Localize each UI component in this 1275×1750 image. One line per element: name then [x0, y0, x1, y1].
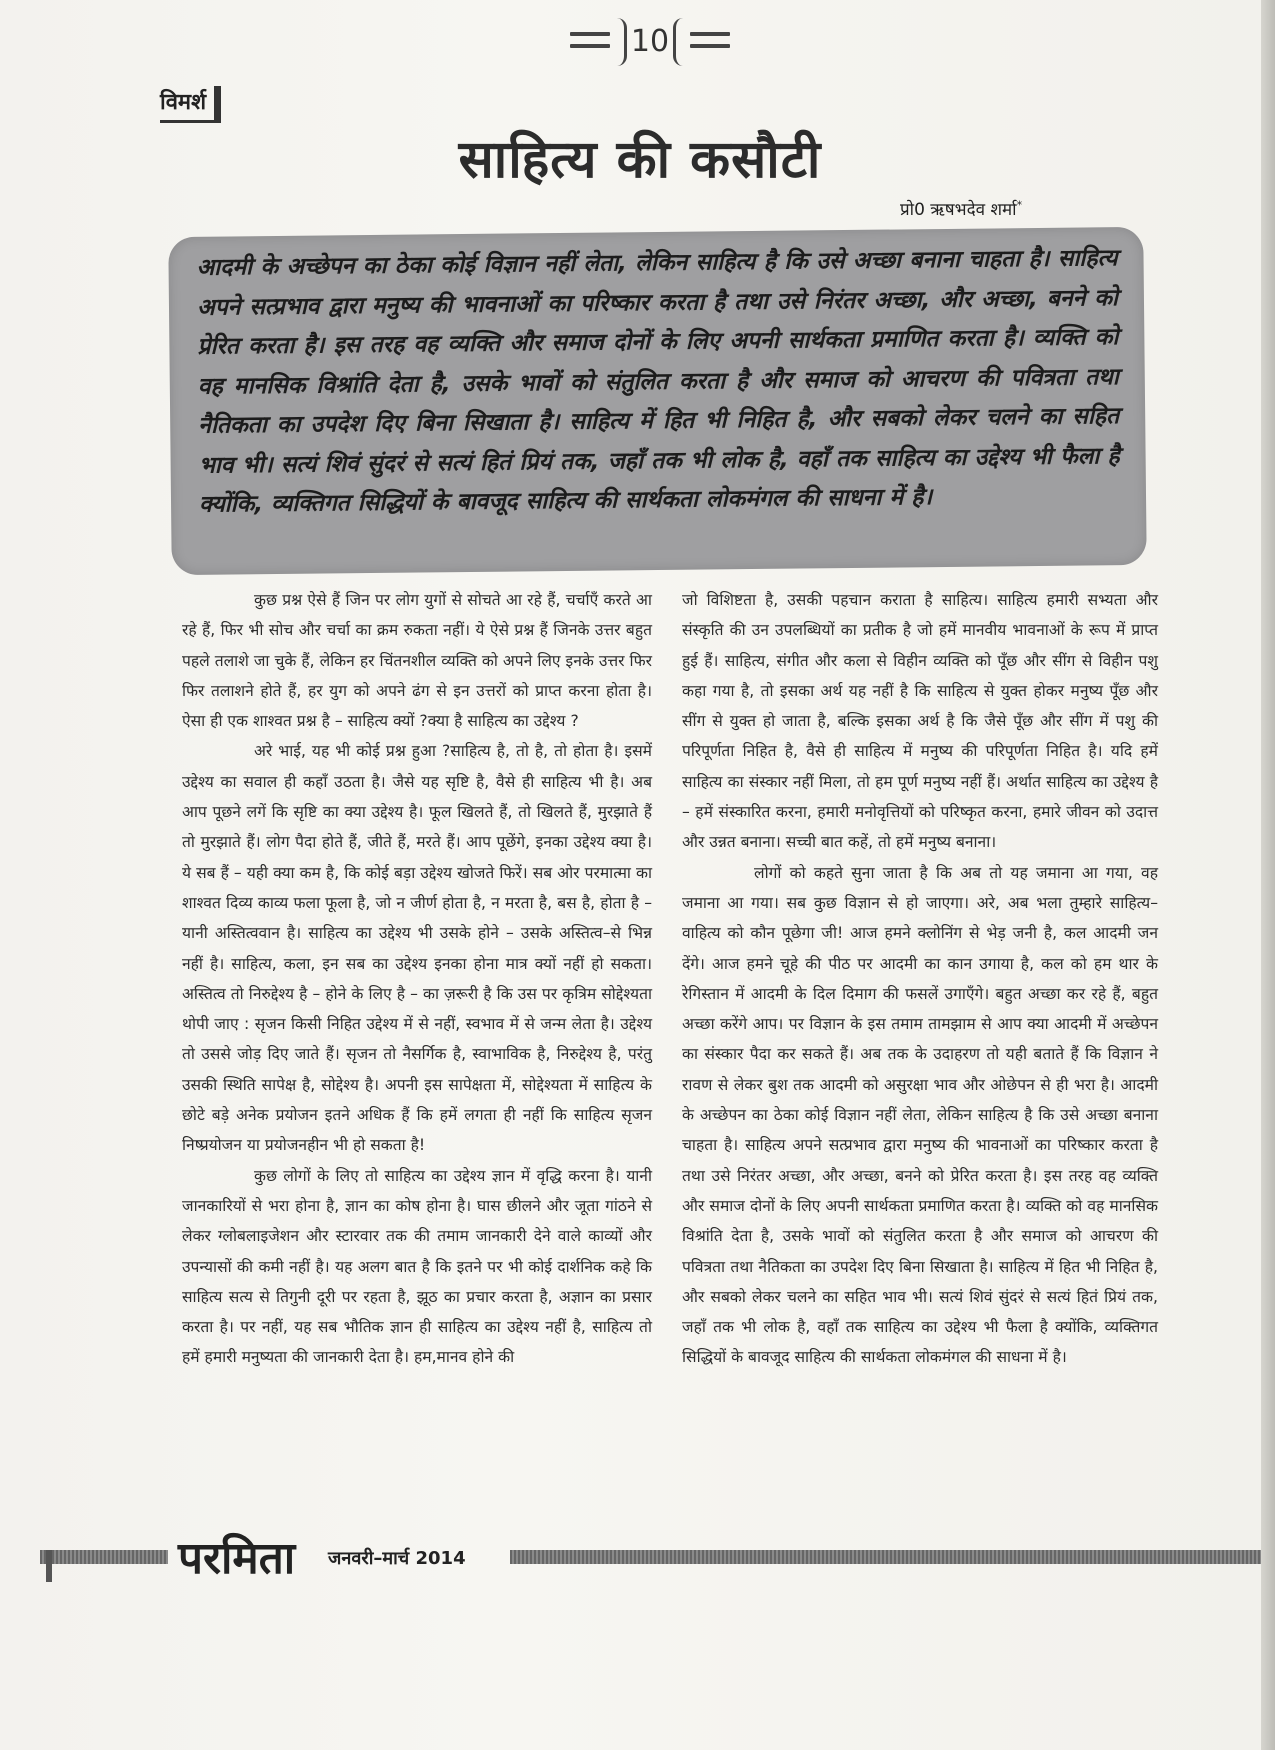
- right-column: [682, 585, 1158, 1373]
- page-number: 10: [630, 24, 670, 59]
- page-footer: [0, 1520, 1262, 1590]
- author-footnote-mark: *: [1016, 198, 1023, 212]
- magazine-logo: परमिता: [178, 1533, 296, 1584]
- footer-rule-right: [510, 1550, 1262, 1564]
- paragraph: अरे भाई, यह भी कोई प्रश्न हुआ ?साहित्य है, तो है, तो होता है। इसमें उद्देश्य का सवाल ही कहाँ उठता है। जैसे यह सृष्टि है, वैसे ही साहित्य भी है। अब आप पूछने लगें कि सृष्टि का क्या उद्देश्य है। फूल खिलते हैं, तो खिलते हैं, मुरझाते हैं तो मुरझाते हैं। लोग पैदा होते हैं, जीते हैं, मरते हैं। आप पूछेंगे, इनका उद्देश्य क्या है। ये सब हैं – यही क्या कम है, कि कोई बड़ा उद्देश्य खोजते फिरें। सब ओर परमात्मा का शाश्वत दिव्य काव्य फला फूला है, जो न जीर्ण होता है, न मरता है, बस है, होता है – यानी अस्तित्ववान है। साहित्य का उद्देश्य भी उसके होने – उसके अस्तित्व–से भिन्न नहीं है। साहित्य, कला, इन सब का उद्देश्य इनका होना मात्र क्यों नहीं हो सकता। अस्तित्व तो निरुद्देश्य है – होने के लिए है – का ज़रूरी है कि उस पर कृत्रिम सोद्देश्यता थोपी जाए : सृजन किसी निहित उद्देश्य में से नहीं, स्वभाव में से जन्म लेता है। उद्देश्य तो उससे जोड़ दिए जाते हैं। सृजन तो नैसर्गिक है, स्वाभाविक है, निरुद्देश्य है, परंतु उसकी स्थिति सापेक्ष है, सोद्देश्य है। अपनी इस सापेक्षता में, सोद्देश्यता में साहित्य के छोटे बड़े अनेक प्रयोजन इतने अधिक हैं कि हमें लगता ही नहीं कि साहित्य सृजन निष्प्रयोजन या प्रयोजनहीन भी हो सकता है!: [182, 742, 652, 1155]
- left-column: [182, 585, 652, 1373]
- ornament-brace-right: [673, 18, 690, 66]
- ornament-bars-right: [690, 32, 730, 56]
- paragraph: कुछ प्रश्न ऐसे हैं जिन पर लोग युगों से सोचते आ रहे हैं, चर्चाएँ करते आ रहे हैं, फिर भी सोच और चर्चा का क्रम रुकता नहीं। ये ऐसे प्रश्न हैं जिनके उत्तर बहुत पहले तलाशे जा चुके हैं, लेकिन हर चिंतनशील व्यक्ति को अपने लिए इनके उत्तर फिर फिर तलाशने होते हैं, हर युग को अपने ढंग से इन उत्तरों को प्राप्त करना होता है। ऐसा ही एक शाश्वत प्रश्न है – साहित्य क्यों ?क्या है साहित्य का उद्देश्य ?: [182, 591, 652, 731]
- pull-quote-text: आदमी के अच्छेपन का ठेका कोई विज्ञान नहीं लेता, लेकिन साहित्य है कि उसे अच्छा बनाना चाहता है। साहित्य अपने सत्प्रभाव द्वारा मनुष्य की भावनाओं का परिष्कार करता है तथा उसे निरंतर अच्छा, और अच्छा, बनने को प्रेरित करता है। इस तरह वह व्यक्ति और समाज दोनों के लिए अपनी सार्थकता प्रमाणित करता है। व्यक्ति को वह मानसिक विश्रांति देता है, उसके भावों को संतुलित करता है और समाज को आचरण की पवित्रता तथा नैतिकता का उपदेश दिए बिना सिखाता है। साहित्य में हित भी निहित है, और सबको लेकर चलने का सहित भाव भी। सत्यं शिवं सुंदरं से सत्यं हितं प्रियं तक, जहाँ तक भी लोक है, वहाँ तक साहित्य का उद्देश्य भी फैला है क्योंकि, व्यक्तिगत सिद्धियों के बावजूद साहित्य की सार्थकता लोकमंगल की साधना में है।: [196, 245, 1120, 518]
- footer-tick: [46, 1550, 52, 1582]
- paragraph: कुछ लोगों के लिए तो साहित्य का उद्देश्य ज्ञान में वृद्धि करना है। यानी जानकारियों से भरा होना है, ज्ञान का कोष होना है। घास छीलने और जूता गांठने से लेकर ग्लोबलाइजेशन और स्टारवार तक की तमाम जानकारी देने वाले काव्यों और उपन्यासों की कमी नहीं है। यह अलग बात है कि इतने पर भी कोई दार्शनिक कहे कि साहित्य सत्य से तिगुनी दूरी पर रहता है, झूठ का प्रचार करता है, अज्ञान का प्रसार करता है। पर नहीं, यह सब भौतिक ज्ञान ही साहित्य का उद्देश्य नहीं है, साहित्य तो हमें हमारी मनुष्यता की जानकारी देता है। हम,मानव होने की: [182, 1166, 652, 1367]
- footer-rule-left: [40, 1550, 168, 1564]
- page-number-ornament: [570, 14, 730, 74]
- article-title: साहित्य की कसौटी: [458, 130, 822, 190]
- paragraph: जो विशिष्टता है, उसकी पहचान कराता है साहित्य। साहित्य हमारी सभ्यता और संस्कृति की उन उपलब्धियों का प्रतीक है जो हमें मानवीय भावनाओं के रूप में प्राप्त हुई हैं। साहित्य, संगीत और कला से विहीन व्यक्ति को पूँछ और सींग से विहीन पशु कहा गया है, तो इसका अर्थ यह नहीं है कि साहित्य से युक्त होकर मनुष्य पूँछ और सींग से युक्त हो जाता है, बल्कि इसका अर्थ है कि जैसे पूँछ और सींग में पशु की परिपूर्णता निहित है, वैसे ही साहित्य में मनुष्य की परिपूर्णता निहित है। यदि हमें साहित्य का संस्कार नहीं मिला, तो हम पूर्ण मनुष्य नहीं हैं। अर्थात साहित्य का उद्देश्य है – हमें संस्कारित करना, हमारी मनोवृत्तियों को परिष्कृत करना, हमारे जीवन को उदात्त और उन्नत बनाना। सच्ची बात कहें, तो हमें मनुष्य बनाना।: [682, 591, 1158, 852]
- author-line: [900, 197, 1022, 220]
- page-edge-shadow: [1261, 0, 1275, 1750]
- ornament-brace-left: [610, 18, 627, 66]
- section-label: विमर्श: [160, 86, 221, 123]
- issue-date: जनवरी–मार्च 2014: [328, 1548, 466, 1569]
- ornament-bars-left: [570, 32, 610, 56]
- pull-quote-box: [168, 227, 1146, 575]
- paragraph: लोगों को कहते सुना जाता है कि अब तो यह जमाना आ गया, वह जमाना आ गया। सब कुछ विज्ञान से हो जाएगा। अरे, अब भला तुम्हारे साहित्य–वाहित्य को कौन पूछेगा जी! आज हमने क्लोनिंग से भेड़ जनी है, कल आदमी जन देंगे। आज हमने चूहे की पीठ पर आदमी का कान उगाया है, कल को हम थार के रेगिस्तान में आदमी के दिल दिमाग की फसलें उगाएँगे। बहुत अच्छा कर रहे हैं, बहुत अच्छा करेंगे आप। पर विज्ञान के इस तमाम तामझाम से आप क्या आदमी में अच्छेपन का संस्कार पैदा कर सकते हैं। अब तक के उदाहरण तो यही बताते हैं कि विज्ञान ने रावण से लेकर बुश तक आदमी को असुरक्षा भाव और ओछेपन से ही भरा है। आदमी के अच्छेपन का ठेका कोई विज्ञान नहीं लेता, लेकिन साहित्य है कि उसे अच्छा बनाना चाहता है। साहित्य अपने सत्प्रभाव द्वारा मनुष्य की भावनाओं का परिष्कार करता है तथा उसे निरंतर अच्छा, और अच्छा, बनने को प्रेरित करता है। इस तरह वह व्यक्ति और समाज दोनों के लिए अपनी सार्थकता प्रमाणित करता है। व्यक्ति को वह मानसिक विश्रांति देता है, उसके भावों को संतुलित करता है और समाज को आचरण की पवित्रता तथा नैतिकता का उपदेश दिए बिना सिखाता है। साहित्य में हित भी निहित है, और सबको लेकर चलने का सहित भाव भी। सत्यं शिवं सुंदरं से सत्यं हितं प्रियं तक, जहाँ तक भी लोक है, वहाँ तक साहित्य का उद्देश्य भी फैला है क्योंकि, व्यक्तिगत सिद्धियों के बावजूद साहित्य की सार्थकता लोकमंगल की साधना में है।: [682, 863, 1158, 1367]
- author-name: प्रो0 ऋषभदेव शर्मा: [900, 200, 1017, 220]
